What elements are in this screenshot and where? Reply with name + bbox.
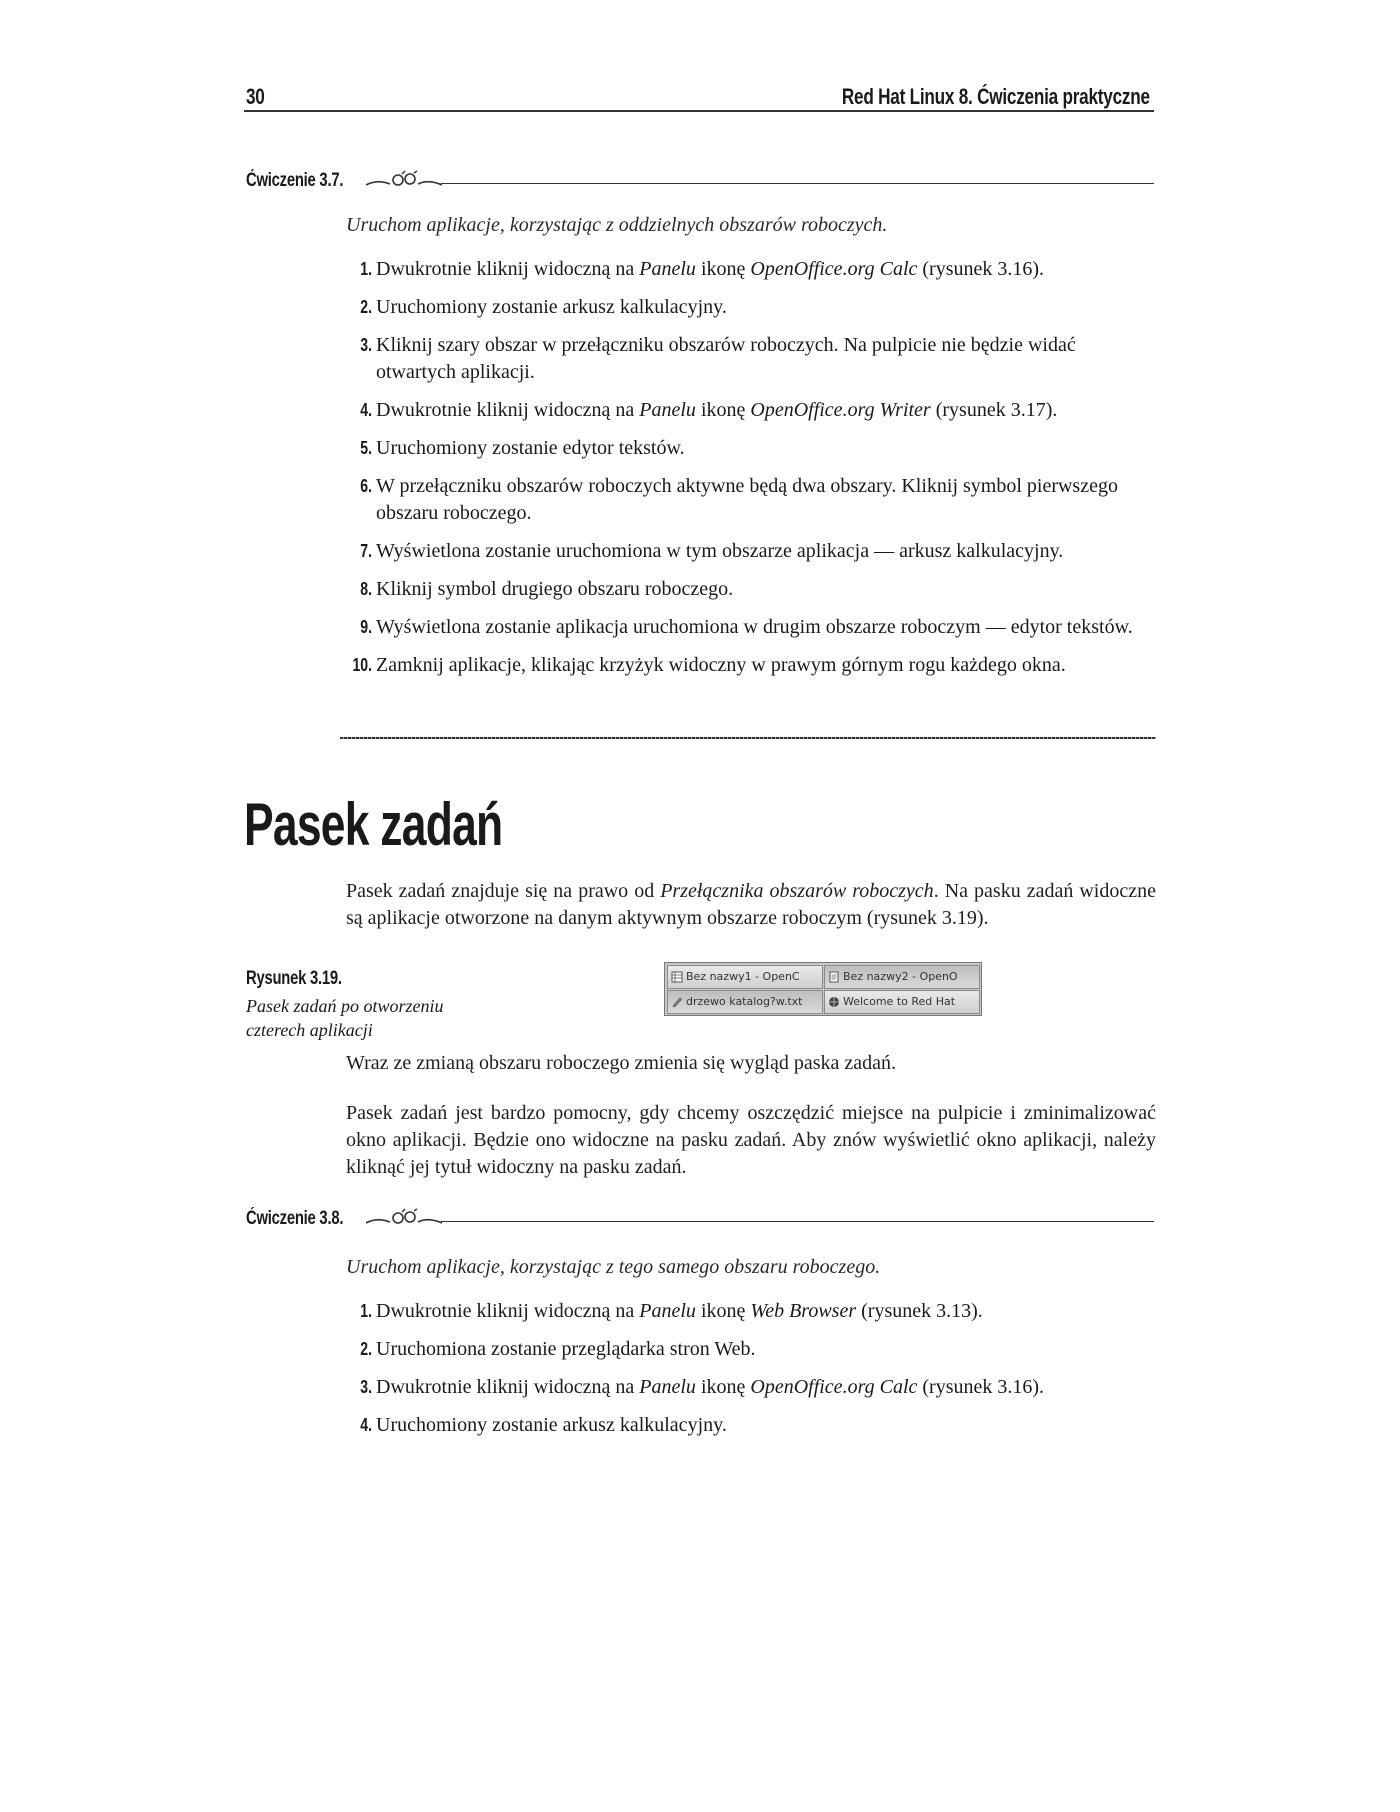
running-header-title: Red Hat Linux 8. Ćwiczenia praktyczne (842, 84, 1150, 109)
exercise-intro: Uruchom aplikacje, korzystając z tego samego obszaru roboczego. (346, 1256, 881, 1278)
ornament-icon (364, 1208, 444, 1230)
step-number: 4. (360, 1415, 372, 1435)
step-text: Wyświetlona zostanie aplikacja uruchomiona w drugim obszarze roboczym — edytor tekstów. (376, 616, 1133, 638)
taskbar-button[interactable]: Bez nazwy2 - OpenO (824, 965, 980, 989)
exercise-heading (246, 168, 1154, 198)
step-text: Uruchomiony zostanie arkusz kalkulacyjny. (376, 296, 727, 318)
step-text: Uruchomiony zostanie edytor tekstów. (376, 437, 685, 459)
step-item (346, 614, 1146, 641)
step-item (346, 1412, 1146, 1439)
step-number: 9. (360, 617, 372, 637)
step-item (346, 1336, 1146, 1363)
paragraph: Wraz ze zmianą obszaru roboczego zmienia się wygląd paska zadań. (346, 1052, 897, 1074)
step-number: 10. (352, 655, 372, 675)
paragraph: Pasek zadań jest bardzo pomocny, gdy chcemy oszczędzić miejsce na pulpicie i zminimalizować okno aplikacji. Będzie ono widoczne na pasku zadań. Aby znów wyświetlić okno aplikacji, należy kliknąć jej tytuł widoczny na pasku zadań. (346, 1102, 1156, 1178)
step-item (346, 538, 1146, 565)
taskbar-button[interactable]: drzewo katalog?w.txt (667, 990, 823, 1014)
step-text: Zamknij aplikacje, klikając krzyżyk widoczny w prawym górnym rogu każdego okna. (376, 654, 1066, 676)
text-editor-icon (671, 996, 683, 1008)
step-number: 2. (360, 1339, 372, 1359)
step-text: Uruchomiona zostanie przeglądarka stron Web. (376, 1338, 756, 1360)
step-text: Kliknij symbol drugiego obszaru roboczego. (376, 578, 734, 600)
step-number: 3. (360, 335, 372, 355)
taskbar (664, 962, 982, 1016)
step-text: Wyświetlona zostanie uruchomiona w tym obszarze aplikacja — arkusz kalkulacyjny. (376, 540, 1064, 562)
ornament-icon (364, 170, 444, 192)
step-number: 4. (360, 400, 372, 420)
step-item (346, 294, 1146, 321)
browser-icon (828, 996, 840, 1008)
exercise-end-rule (340, 737, 1156, 739)
step-text: Dwukrotnie kliknij widoczną na Panelu ikonę Web Browser (rysunek 3.13). (376, 1300, 983, 1322)
step-number: 7. (360, 541, 372, 561)
step-text: Kliknij szary obszar w przełączniku obszarów roboczych. Na pulpicie nie będzie widać otwartych aplikacji. (376, 334, 1076, 383)
figure-label: Rysunek 3.19. (246, 968, 342, 989)
step-number: 2. (360, 297, 372, 317)
step-item (346, 473, 1146, 527)
step-item (346, 256, 1146, 283)
exercise-label: Ćwiczenie 3.8. (246, 1208, 344, 1229)
exercise-steps (346, 256, 1146, 690)
step-number: 6. (360, 476, 372, 496)
step-number: 1. (360, 259, 372, 279)
step-text: Dwukrotnie kliknij widoczną na Panelu ikonę OpenOffice.org Calc (rysunek 3.16). (376, 258, 1045, 280)
page-number: 30 (246, 84, 265, 109)
step-text: Dwukrotnie kliknij widoczną na Panelu ikonę OpenOffice.org Writer (rysunek 3.17). (376, 399, 1058, 421)
step-item (346, 397, 1146, 424)
step-item (346, 576, 1146, 603)
section-title: Pasek zadań (244, 791, 503, 858)
step-number: 3. (360, 1377, 372, 1397)
exercise-heading (246, 1206, 1154, 1236)
header-rule (244, 110, 1154, 112)
step-text: Dwukrotnie kliknij widoczną na Panelu ikonę OpenOffice.org Calc (rysunek 3.16). (376, 1376, 1045, 1398)
step-item (346, 1298, 1146, 1325)
step-number: 5. (360, 438, 372, 458)
taskbar-button[interactable]: Welcome to Red Hat (824, 990, 980, 1014)
figure-caption: Pasek zadań po otworzeniu czterech aplikacji (246, 996, 444, 1040)
document-icon (828, 971, 840, 983)
step-item (346, 435, 1146, 462)
step-number: 1. (360, 1301, 372, 1321)
step-item (346, 1374, 1146, 1401)
paragraph: Pasek zadań znajduje się na prawo od Przełącznika obszarów roboczych. Na pasku zadań widoczne są aplikacje otworzone na danym aktywnym obszarze roboczym (rysunek 3.19). (346, 880, 1156, 929)
step-item (346, 652, 1146, 679)
taskbar-button[interactable]: Bez nazwy1 - OpenC (667, 965, 823, 989)
exercise-steps (346, 1298, 1146, 1450)
spreadsheet-icon (671, 971, 683, 983)
step-text: Uruchomiony zostanie arkusz kalkulacyjny. (376, 1414, 727, 1436)
step-number: 8. (360, 579, 372, 599)
step-item (346, 332, 1146, 386)
step-text: W przełączniku obszarów roboczych aktywne będą dwa obszary. Kliknij symbol pierwszego obszaru roboczego. (376, 475, 1118, 524)
exercise-label: Ćwiczenie 3.7. (246, 170, 344, 191)
exercise-intro: Uruchom aplikacje, korzystając z oddzielnych obszarów roboczych. (346, 214, 888, 236)
